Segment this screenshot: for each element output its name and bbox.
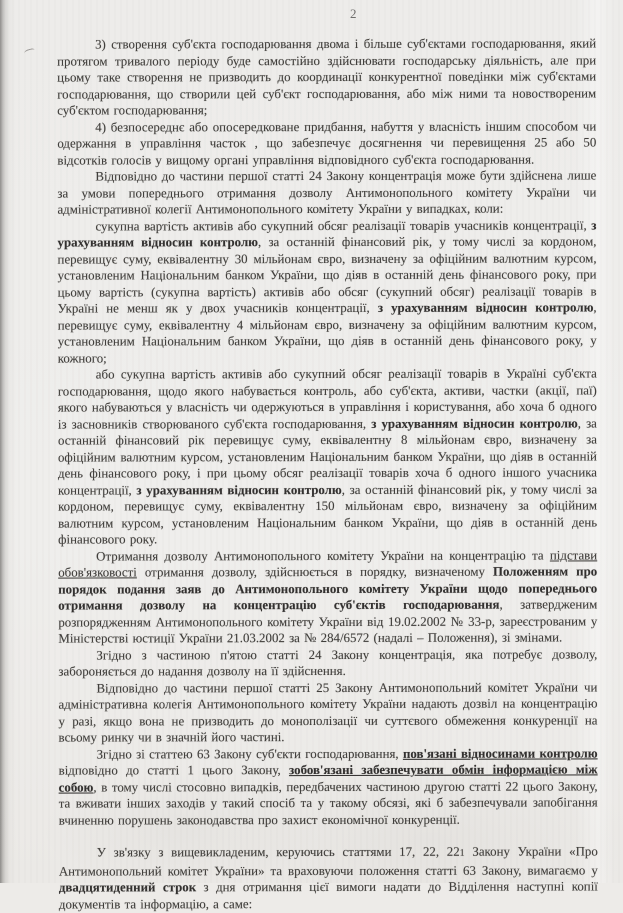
paragraph: [58, 646, 597, 680]
paragraph: [57, 167, 596, 218]
text-run: з урахуванням відносин контролю: [371, 415, 578, 431]
text-run: відповідно до статті 1 цього Закону,: [58, 763, 290, 778]
text-run: з урахуванням відносин контролю: [57, 217, 597, 250]
page-number: 2: [350, 6, 357, 21]
paragraph: [58, 679, 597, 746]
text-run: Відповідно до частини першої статті 24 Закону концентрація може бути здійснена лише за умови попереднього отримання дозволу Антимонопольного комітету України чи адміністративної колегії Антимонопольного комітету України у випадках, коли:: [57, 168, 597, 217]
text-run: Положенням про порядок подання заяв до Антимонопольного комітету України щодо попереднього отримання дозволу на концентрацію суб'єктів господарювання: [58, 564, 598, 613]
text-run: , в тому числі стосовно випадків, передбачених частиною другою статті 22 цього Закону, та вживати інших заходів у такий спосіб та у такому обсязі, які б забезпечували запобігання вчиненню порушень законодавства про захист економічної конкуренції.: [58, 778, 598, 828]
text-run: 3) створення суб'єкта господарювання двома і більше суб'єктами господарювання, який протягом тривалого періоду буде самостійно здійснювати господарську діяльність, але при цьому таке створення не призводить до координації конкурентної поведінки між суб'єктами господарювання, що створили цей суб'єкт господарювання, або між ними та новоствореним суб'єктом господарювання;: [57, 36, 597, 118]
paragraph: [57, 35, 596, 119]
text-run: Згідно зі статтею 63 Закону суб'єкти господарювання,: [96, 746, 403, 761]
text-run: з урахуванням відносин контролю: [377, 300, 594, 315]
text-run: Отримання дозволу Антимонопольного комітету України на концентрацію та: [96, 548, 550, 563]
text-run: 1: [459, 847, 465, 859]
paragraph: [59, 745, 598, 829]
text-run: , за останній фінансовий рік, у тому числі за кордоном, перевищує суму, еквівалентну 30 мільйонам євро, визначену за офіційним валютним курсом, установленим Національним банком України, що діяв в останній день фінансового року, при цьому вартість (сукупна вартість) активів або обсяг (сукупний обсяг) реалізації товарів в Україні не менш як у двох учасників концентрації,: [57, 234, 597, 316]
text-run: або сукупна вартість активів або сукупний обсяг реалізації товарів в Україні суб'єкта господарювання, щодо якого набувається контроль, або суб'єкта, активи, частки (акції, паї) якого набуваються у власність чи одержуються в управління і користування, або хоча б одного із засновників створюваного суб'єкта господарювання,: [57, 366, 597, 432]
text-run: підстави обов'язковості: [58, 547, 598, 580]
paragraph: [59, 843, 598, 912]
text-run: Згідно з частиною п'ятою статті 24 Закону концентрація, яка потребує дозволу, забороняється до надання дозволу на її здійснення.: [58, 646, 598, 679]
text-run: з дня отримання цієї вимоги надати до Відділення наступні копії документів та інформацію, а саме:: [58, 879, 598, 912]
text-run: Відповідно до частини першої статті 25 Закону Антимонопольний комітет України чи адміністративна колегія Антимонопольного комітету України надають дозвіл на концентрацію у разі, якщо вона не призводить до монополізації чи суттєвого обмеження конкуренції на всьому ринку чи в значній його частині.: [58, 679, 598, 745]
paragraph: [58, 547, 597, 647]
text-run: з урахуванням відносин контролю: [136, 482, 342, 497]
text-run: , перевищує суму, еквівалентну 4 мільйонам євро, визначену за офіційним валютним курсом, установленим Національним банком України, що діяв в останній день фінансового року, у кожного;: [57, 300, 597, 366]
paragraph: [57, 118, 596, 169]
text-run: У зв'язку з вищевикладеним, керуючись статтями 17, 22, 22: [96, 844, 460, 860]
text-run: отримання дозволу, здійснюється в порядку, визначеному: [136, 564, 493, 580]
text-run: , за останній фінансовий рік, у тому числі за кордоном, перевищує суму, еквівалентну 150 мільйонам євро, визначену за офіційним валютним курсом, установленим Національним банком України, що діяв в останній день фінансового року.: [58, 481, 598, 547]
paragraph: [58, 365, 597, 548]
text-run: сукупна вартість активів або сукупний обсяг реалізації товарів учасників концентрації,: [95, 217, 592, 233]
text-run: зобов'язані забезпечувати обмін інформацією між собою: [58, 762, 598, 795]
text-run: , затвердженим розпорядженням Антимонопольного комітету України від 19.02.2002 № 33-р, зареєстрованим у Міністерстві юстиції України 21.03.2002 за № 284/6572 (надалі – Положення), зі змінами.: [58, 597, 598, 646]
text-run: , за останній фінансовий рік перевищує суму, еквівалентну 8 мільйонам євро, визначену за офіційним валютним курсом, установленим Національним банком України, що діяв в останній день фінансового року, і при цьому обсяг реалізації товарів хоча б одного іншого учасника концентрації,: [57, 415, 598, 498]
pen-mark: [23, 48, 35, 56]
text-run: двадцятиденний строк: [58, 880, 197, 895]
paragraph: [57, 217, 596, 367]
text-run: Закону України «Про Антимонопольний комітет України» та враховуючи положення статті 63 Закону, вимагаємо у: [58, 844, 598, 879]
document-body: [57, 35, 598, 912]
scan-edge-shadow: [0, 0, 16, 883]
text-run: пов'язані відносинами контролю: [402, 745, 598, 761]
text-run: 4) безпосереднє або опосередковане придбання, набуття у власність іншим способом чи одержання в управління часток , що забезпечує досягнення чи перевищення 25 або 50 відсотків голосів у вищому органі управління відповідного суб'єкта господарювання.: [57, 118, 597, 168]
